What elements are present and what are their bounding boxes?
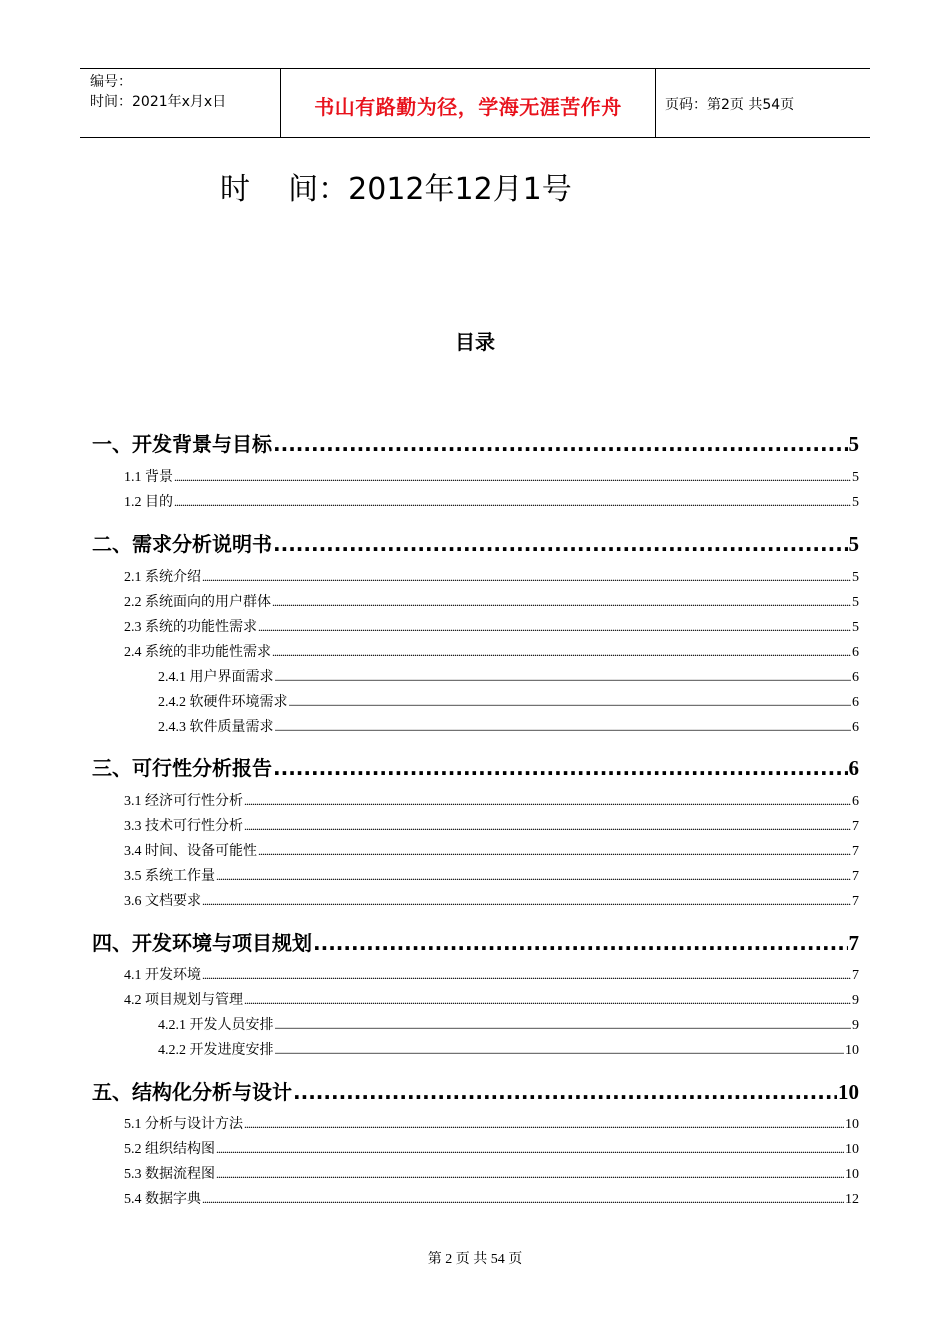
header-page-cell xyxy=(655,69,870,137)
toc-entry-title: 五、结构化分析与设计 xyxy=(92,1080,292,1104)
document-time: 时 间：2012年12月1号 xyxy=(220,172,572,207)
toc-entry-title: 4.1 开发环境 xyxy=(124,968,201,983)
toc-dot-leader xyxy=(275,1018,852,1033)
toc-entry-page: 6 xyxy=(852,670,859,685)
toc-entry-page: 5 xyxy=(852,620,859,635)
page-header xyxy=(80,68,870,138)
toc-section-entry[interactable] xyxy=(158,666,859,686)
toc-section-entry[interactable] xyxy=(124,591,859,611)
toc-dot-leader xyxy=(275,1043,845,1058)
toc-entry-page: 9 xyxy=(852,993,859,1008)
toc-title: 目录 xyxy=(455,330,495,354)
toc-dot-leader xyxy=(202,894,851,909)
toc-section-entry[interactable] xyxy=(124,1138,859,1158)
toc-section-entry[interactable] xyxy=(124,466,859,486)
toc-dot-leader xyxy=(244,1117,844,1132)
toc-dot-leader xyxy=(244,794,851,809)
toc-entry-page: 10 xyxy=(845,1117,859,1132)
toc-dot-leader xyxy=(244,993,851,1008)
toc-entry-title: 2.4.3 软件质量需求 xyxy=(158,720,274,735)
toc-entry-page: 6 xyxy=(852,645,859,660)
toc-entry-title: 3.3 技术可行性分析 xyxy=(124,819,243,834)
toc-dot-leader xyxy=(202,1192,844,1207)
toc-section-entry[interactable] xyxy=(124,890,859,910)
toc-section-entry[interactable] xyxy=(158,1014,859,1034)
toc-entry-title: 5.4 数据字典 xyxy=(124,1192,201,1207)
page-footer: 第 2 页 共 54 页 xyxy=(427,1252,523,1267)
toc-dot-leader xyxy=(202,968,851,983)
toc-entry-title: 4.2.2 开发进度安排 xyxy=(158,1043,274,1058)
toc-dot-leader xyxy=(216,1167,844,1182)
toc-chapter-entry[interactable] xyxy=(92,528,859,557)
toc-entry-title: 二、需求分析说明书 xyxy=(92,532,272,556)
toc-chapter-entry[interactable] xyxy=(92,927,859,956)
toc-section-entry[interactable] xyxy=(124,790,859,810)
toc-chapter-entry[interactable] xyxy=(92,1076,859,1105)
header-motto-cell xyxy=(280,69,656,137)
toc-entry-title: 四、开发环境与项目规划 xyxy=(92,931,312,955)
toc-entry-title: 1.2 目的 xyxy=(124,495,173,510)
header-time-label: 时间：2021年x月x日 xyxy=(90,94,227,110)
toc-section-entry[interactable] xyxy=(124,865,859,885)
toc-entry-title: 一、开发背景与目标 xyxy=(92,432,272,456)
toc-entry-page: 7 xyxy=(852,894,859,909)
toc-dot-leader xyxy=(293,1080,837,1104)
toc-entry-title: 2.3 系统的功能性需求 xyxy=(124,620,257,635)
toc-section-entry[interactable] xyxy=(158,691,859,711)
toc-section-entry[interactable] xyxy=(124,491,859,511)
toc-entry-page: 7 xyxy=(848,931,859,955)
toc-entry-page: 6 xyxy=(852,695,859,710)
toc-entry-title: 4.2.1 开发人员安排 xyxy=(158,1018,274,1033)
toc-dot-leader xyxy=(273,432,848,456)
toc-entry-title: 1.1 背景 xyxy=(124,470,173,485)
toc-entry-page: 5 xyxy=(852,570,859,585)
toc-entry-page: 12 xyxy=(845,1192,859,1207)
header-motto: 书山有路勤为径，学海无涯苦作舟 xyxy=(314,95,622,119)
toc-dot-leader xyxy=(273,532,848,556)
toc-entry-page: 5 xyxy=(848,432,859,456)
toc-dot-leader xyxy=(202,570,851,585)
toc-section-entry[interactable] xyxy=(124,566,859,586)
toc-entry-page: 7 xyxy=(852,869,859,884)
toc-entry-title: 5.3 数据流程图 xyxy=(124,1167,215,1182)
toc-entry-title: 2.4 系统的非功能性需求 xyxy=(124,645,271,660)
toc-entry-title: 3.1 经济可行性分析 xyxy=(124,794,243,809)
toc-section-entry[interactable] xyxy=(124,1188,859,1208)
toc-dot-leader xyxy=(258,844,851,859)
toc-entry-page: 7 xyxy=(852,819,859,834)
toc-entry-title: 5.2 组织结构图 xyxy=(124,1142,215,1157)
toc-dot-leader xyxy=(174,470,851,485)
toc-entry-page: 5 xyxy=(852,470,859,485)
toc-entry-title: 3.6 文档要求 xyxy=(124,894,201,909)
header-page-info: 页码：第2页 共54页 xyxy=(665,97,795,113)
toc-section-entry[interactable] xyxy=(124,815,859,835)
toc-entry-title: 3.4 时间、设备可能性 xyxy=(124,844,257,859)
toc-entry-title: 3.5 系统工作量 xyxy=(124,869,215,884)
toc-section-entry[interactable] xyxy=(124,989,859,1009)
toc-entry-page: 5 xyxy=(852,595,859,610)
toc-entry-page: 6 xyxy=(852,794,859,809)
toc-entry-page: 5 xyxy=(848,532,859,556)
toc-dot-leader xyxy=(174,495,851,510)
toc-entry-title: 4.2 项目规划与管理 xyxy=(124,993,243,1008)
toc-dot-leader xyxy=(216,869,851,884)
toc-chapter-entry[interactable] xyxy=(92,752,859,781)
toc-entry-page: 10 xyxy=(845,1043,859,1058)
header-number-label: 编号： xyxy=(90,74,132,90)
toc-dot-leader xyxy=(258,620,851,635)
toc-entry-page: 7 xyxy=(852,844,859,859)
toc-dot-leader xyxy=(289,695,852,710)
toc-dot-leader xyxy=(273,756,848,780)
toc-section-entry[interactable] xyxy=(124,1163,859,1183)
toc-entry-page: 6 xyxy=(852,720,859,735)
toc-section-entry[interactable] xyxy=(158,1039,859,1059)
toc-entry-title: 三、可行性分析报告 xyxy=(92,756,272,780)
toc-entry-title: 5.1 分析与设计方法 xyxy=(124,1117,243,1132)
toc-entry-title: 2.4.1 用户界面需求 xyxy=(158,670,274,685)
header-meta-cell xyxy=(80,69,280,137)
toc-dot-leader xyxy=(244,819,851,834)
toc-section-entry[interactable] xyxy=(124,1113,859,1133)
toc-section-entry[interactable] xyxy=(124,964,859,984)
toc-section-entry[interactable] xyxy=(158,716,859,736)
toc-entry-page: 6 xyxy=(848,756,859,780)
toc-entry-title: 2.2 系统面向的用户群体 xyxy=(124,595,271,610)
toc-dot-leader xyxy=(272,595,851,610)
toc-dot-leader xyxy=(275,720,852,735)
toc-entry-title: 2.4.2 软硬件环境需求 xyxy=(158,695,288,710)
toc-dot-leader xyxy=(275,670,852,685)
toc-dot-leader xyxy=(313,931,848,955)
toc-dot-leader xyxy=(272,645,851,660)
toc-entry-page: 10 xyxy=(845,1167,859,1182)
toc-entry-page: 5 xyxy=(852,495,859,510)
toc-dot-leader xyxy=(216,1142,844,1157)
toc-entry-page: 9 xyxy=(852,1018,859,1033)
toc-section-entry[interactable] xyxy=(124,616,859,636)
toc-section-entry[interactable] xyxy=(124,840,859,860)
toc-section-entry[interactable] xyxy=(124,641,859,661)
toc-entry-page: 10 xyxy=(845,1142,859,1157)
toc-entry-title: 2.1 系统介绍 xyxy=(124,570,201,585)
toc-entry-page: 10 xyxy=(838,1080,859,1104)
toc-chapter-entry[interactable] xyxy=(92,428,859,457)
toc-entry-page: 7 xyxy=(852,968,859,983)
